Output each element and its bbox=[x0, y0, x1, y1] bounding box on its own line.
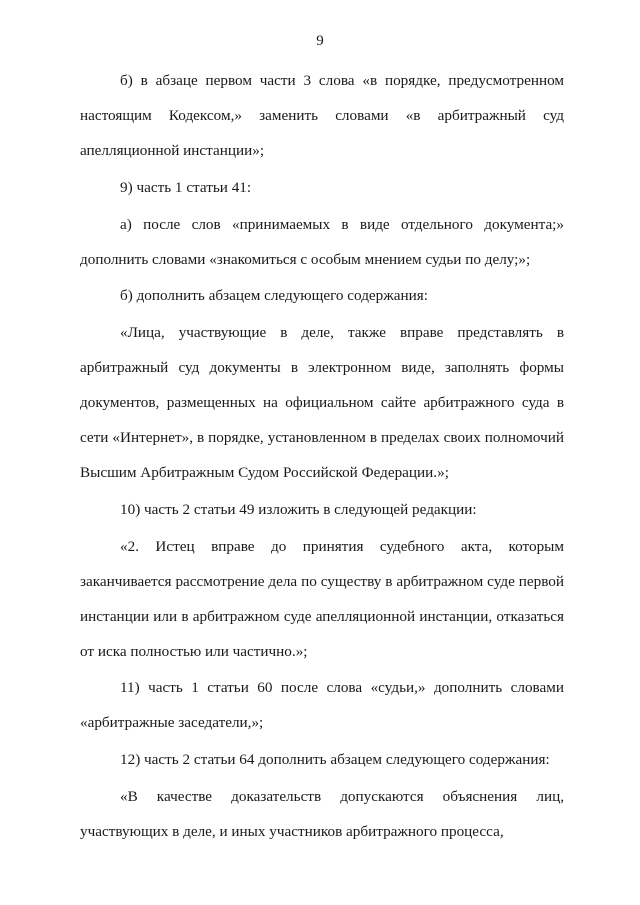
paragraph-item-9b: б) дополнить абзацем следующего содержания: bbox=[120, 287, 428, 305]
paragraph-item-10: 10) часть 2 статьи 49 изложить в следующей редакции: bbox=[120, 500, 477, 518]
paragraph-item-12: 12) часть 2 статьи 64 дополнить абзацем следующего содержания: bbox=[120, 751, 550, 769]
paragraph-item-9a: а) после слов «принимаемых в виде отдельного документа;» дополнить словами «знакомиться с особым мнением судьи по делу;»; bbox=[80, 215, 564, 268]
paragraph-b-clause-3: б) в абзаце первом части 3 слова «в порядке, предусмотренном настоящим Кодексом,» заменить словами «в арбитражный суд апелляционной инстанции»; bbox=[80, 72, 564, 159]
page-number: 9 bbox=[316, 33, 324, 49]
document-body bbox=[80, 64, 564, 852]
paragraph-quote-electronic-docs: «Лица, участвующие в деле, также вправе представлять в арбитражный суд документы в электронном виде, заполнять формы документов, размещенных на официальном сайте арбитражного суда в сети «Интернет», в порядке, установленном в пределах своих полномочий Высшим Арбитражным Судом Российской Федерации.»; bbox=[80, 324, 564, 481]
paragraph-quote-evidence: «В качестве доказательств допускаются объяснения лиц, участвующих в деле, и иных участников арбитражного процесса, bbox=[80, 788, 564, 841]
paragraph-item-11: 11) часть 1 статьи 60 после слова «судьи,» дополнить словами «арбитражные заседатели,»; bbox=[80, 679, 564, 732]
paragraph-quote-claimant: «2. Истец вправе до принятия судебного акта, которым заканчивается рассмотрение дела по существу в арбитражном суде первой инстанции или в арбитражном суде апелляционной инстанции, отказаться от иска полностью или частично.»; bbox=[80, 537, 564, 660]
paragraph-item-9: 9) часть 1 статьи 41: bbox=[120, 178, 252, 196]
